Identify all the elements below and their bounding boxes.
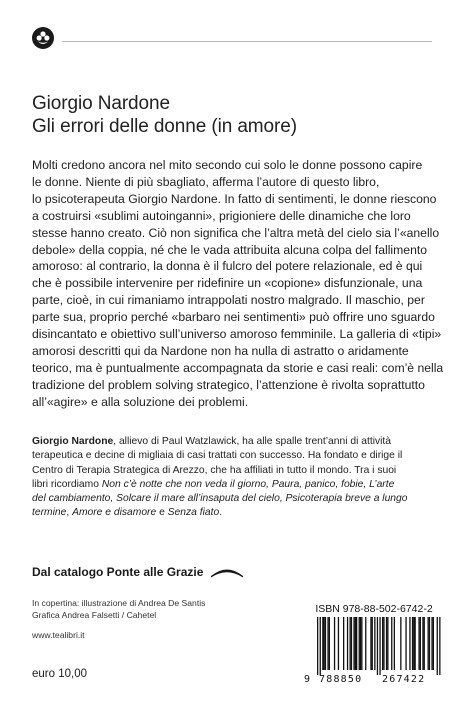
barcode-bar: [386, 617, 387, 670]
barcode-bar: [383, 617, 384, 670]
title-block: [32, 92, 432, 138]
barcode-digit-first: 9: [304, 674, 311, 685]
barcode-bar: [405, 617, 406, 670]
barcode-bar: [370, 617, 371, 670]
barcode-bar: [353, 617, 354, 670]
blurb-paragraph: [32, 157, 444, 411]
barcode: [304, 617, 444, 675]
blurb-line: amorosi descritti qui da Nardone non ha nulla di astratto o aridamente: [32, 343, 409, 358]
barcode-digits: [304, 674, 444, 686]
barcode-bar: [325, 617, 326, 670]
bio-line: del cambiamento, Solcare il mare all’insaputa del cielo, Psicoterapia breve a lungo: [32, 493, 408, 505]
barcode-bar: [355, 617, 356, 670]
blurb-line: all’«agire» e alla soluzione dei problemi.: [32, 394, 249, 409]
bio-author-name: Giorgio Nardone: [32, 436, 114, 447]
barcode-bar: [343, 617, 344, 670]
bridge-arch-icon: [210, 566, 244, 578]
barcode-bar: [372, 617, 373, 670]
barcode-bar: [324, 617, 325, 670]
barcode-bar: [334, 617, 335, 670]
isbn-label: ISBN 978-88-502-6742-2: [315, 603, 433, 615]
blurb-line: le donne. Niente di più sbagliato, afferma l’autore di questo libro,: [32, 174, 380, 189]
author-bio: [32, 435, 432, 521]
book-title: Gli errori delle donne (in amore): [32, 116, 297, 137]
barcode-bar: [329, 617, 330, 670]
barcode-digits-right: 267422: [382, 674, 426, 685]
barcode-bar: [387, 617, 388, 670]
blurb-line: a costruirsi «sublimi autoinganni», prigioniere delle dinamiche che loro: [32, 208, 411, 223]
barcode-bar: [347, 617, 348, 670]
catalog-label: Dal catalogo Ponte alle Grazie: [32, 565, 204, 579]
blurb-line: parte, cioè, in cui rimaniamo intrappolati nostro malgrado. Il maschio, per: [32, 293, 425, 308]
barcode-bar: [415, 617, 416, 670]
barcode-bar: [356, 617, 357, 670]
blurb-line: amoroso: al contrario, la donna è il fulcro del potere relazionale, ed è qui: [32, 259, 423, 274]
price: euro 10,00: [32, 668, 87, 680]
barcode-bar: [422, 617, 423, 670]
graphic-design-credit: Grafica Andrea Falsetti / Cahetel: [32, 609, 157, 620]
barcode-bar: [400, 617, 401, 670]
barcode-bar: [418, 617, 419, 670]
publisher-website: www.tealibri.it: [32, 630, 85, 640]
barcode-bar: [365, 617, 366, 670]
barcode-bar: [374, 617, 375, 670]
blurb-line: parte sua, proprio perché «barbaro nei sentimenti» può offrire uno sguardo: [32, 310, 435, 325]
barcode-bar: [379, 617, 380, 675]
publisher-flower-icon: [32, 27, 54, 49]
blurb-line: disincantato e obiettivo sull’universo amoroso femminile. La galleria di «tipi»: [32, 327, 442, 342]
bio-line: Giorgio Nardone, allievo di Paul Watzlawick, ha alle spalle trent’anni di attività: [32, 436, 392, 447]
barcode-bar: [433, 617, 434, 670]
barcode-bar: [439, 617, 440, 675]
bio-line: Centro di Terapia Strategica di Arezzo, che ha affiliati in tutto il mondo. Tra i suoi: [32, 464, 397, 476]
blurb-line: che è possibile intervenire per ridefinire un «copione» disfunzionale, una: [32, 276, 423, 291]
bio-line: termine, Amore e disamore e Senza fiato.: [32, 507, 223, 519]
barcode-bar: [338, 617, 339, 670]
blurb-line: tradizione del problem solving strategico, l’attenzione è rivolta soprattutto: [32, 377, 425, 392]
bio-line: libri ricordiamo Non c’è notte che non veda il giorno, Paura, panico, fobie, L’arte: [32, 478, 395, 490]
barcode-bar: [360, 617, 361, 670]
barcode-bar: [424, 617, 425, 670]
barcode-bar: [429, 617, 430, 670]
barcode-digits-left: 788850: [319, 674, 363, 685]
blurb-line: stesse hanno creato. Ciò non significa che l’altra metà del cielo sia l’«anello: [32, 225, 440, 240]
barcode-bar: [350, 617, 351, 670]
blurb-line: lo psicoterapeuta Giorgio Nardone. In fatto di sentimenti, le donne riescono: [32, 191, 437, 206]
author-name: Giorgio Nardone: [32, 93, 170, 114]
barcode-bar: [394, 617, 395, 670]
cover-illustration-credit: In copertina: illustrazione di Andrea De Santis: [32, 598, 206, 608]
barcode-bar: [391, 617, 392, 670]
barcode-bar: [322, 617, 323, 670]
barcode-bar: [382, 617, 383, 670]
header-rule: [62, 41, 432, 42]
barcode-bar: [428, 617, 429, 670]
barcode-bar: [351, 617, 352, 670]
barcode-bar: [327, 617, 328, 670]
barcode-bar: [320, 617, 321, 675]
barcode-bar: [361, 617, 362, 670]
cover-credits: [32, 598, 205, 621]
barcode-bar: [413, 617, 414, 670]
barcode-bar: [409, 617, 410, 670]
barcode-bar: [359, 617, 360, 670]
barcode-bar: [412, 617, 413, 670]
blurb-line: debole» della coppia, né che le vada attribuita alcuna colpa del fallimento: [32, 242, 428, 257]
barcode-bar: [431, 617, 432, 670]
barcode-bar: [420, 617, 421, 670]
barcode-bar: [377, 617, 378, 675]
barcode-bar: [437, 617, 438, 675]
bio-line: terapeutica e decine di migliaia di casi trattati con successo. Ha fondato e dirige il: [32, 450, 403, 462]
blurb-line: teorico, ma è puntualmente accompagnata da storie e casi reali: com’è nella: [32, 360, 444, 375]
barcode-bar: [317, 617, 318, 675]
blurb-line: Molti credono ancora nel mito secondo cui solo le donne possono capire: [32, 158, 423, 172]
